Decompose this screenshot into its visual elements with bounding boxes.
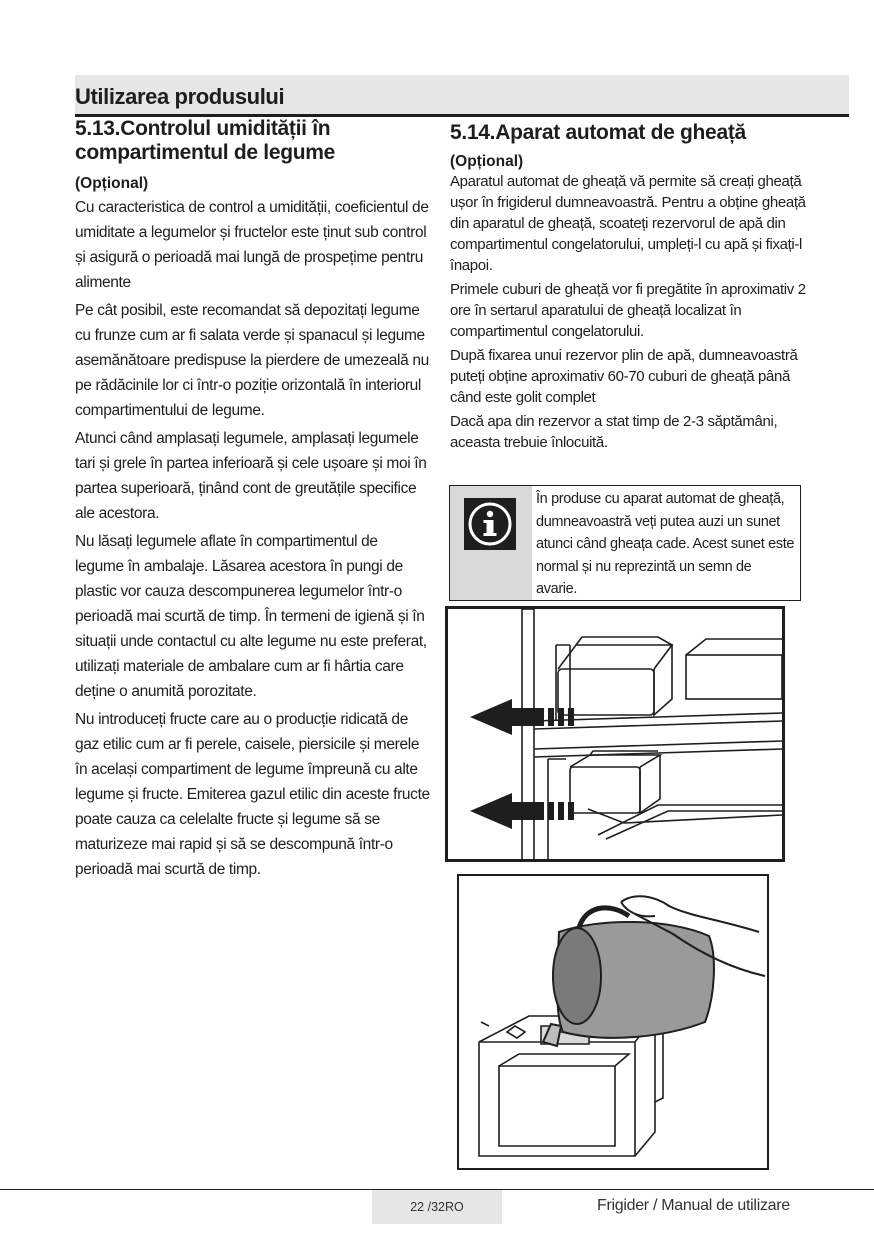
humidity-paragraph-5: Nu introduceți fructe care au o producție ridicată de gaz etilic cum ar fi perele, caisele, piersicile și merele în același compartiment de legume împreună cu alte legume și fructe. Emiterea gazul etilic din aceste fructe poate cauza ca celelalte fructe și legume să se maturizeze mai rapid și să se descompună într-o perioadă mai scurtă de timp. [75,711,430,878]
info-note-text: În produse cu aparat automat de gheață, dumneavoastră veți putea auzi un sunet atunci când gheața cade. Acest sunet este normal și nu reprezintă un semn de avarie. [536,491,795,597]
humidity-paragraph-1: Cu caracteristica de control a umidității, coeficientul de umiditate a legumelor și fructelor este ținut sub control și asigură o perioadă mai lungă de prospețime pentru alimente [75,199,429,291]
footer-manual-title: Frigider / Manual de utilizare [597,1197,790,1214]
humidity-paragraph-4: Nu lăsați legumele aflate în compartimentul de legume în ambalaje. Lăsarea acestora în pungi de plastic vor cauza descompunerea legumelor într-o perioadă mai scurtă de timp. În termeni de igienă și în situații unde contactul cu alte legume nu este preferat, utilizați materiale de ambalare cum ar fi hârtia care deține o anumită porozitate. [75,533,427,700]
humidity-paragraph-3: Atunci când amplasați legumele, amplasați legumele tari și grele în partea inferioară și cele ușoare și moi în partea superioară, ținând cont de greutățile specifice ale acestora. [75,430,427,522]
water-tank-removal-illustration [445,606,785,862]
info-icon [464,498,516,550]
humidity-control-heading: 5.13.Controlul umidității în compartimentul de legume [75,117,336,164]
icemaker-paragraph-3: După fixarea unui rezervor plin de apă, dumneavoastră puteți obține aproximativ 60-70 cuburi de gheață până când este golit complet [450,347,798,406]
icemaker-paragraph-1: Aparatul automat de gheață vă permite să creați gheață ușor în frigiderul dumneavoastră. Pentru a obține gheață din aparatul de gheață, scoateți rezervorul de apă din compartimentul congelatorului, umpleți-l cu apă și fixați-l înapoi. [450,173,806,274]
info-note-icon-cell [450,486,532,600]
left-column [75,117,430,885]
water-tank-filling-illustration [457,874,769,1170]
section-title: Utilizarea produsului [75,84,285,109]
info-note-box [449,485,801,601]
icemaker-paragraph-4: Dacă apa din rezervor a stat timp de 2-3 săptămâni, aceasta trebuie înlocuită. [450,413,778,451]
icemaker-optional-label: (Opțional) [450,153,524,170]
icemaker-heading: 5.14.Aparat automat de gheață [450,121,746,144]
humidity-optional-label: (Opțional) [75,175,149,192]
humidity-paragraph-2: Pe cât posibil, este recomandat să depozitați legume cu frunze cum ar fi salata verde și spanacul și legume asemănătoare predispuse la pierdere de umezeală nu pe rădăcinile lor ci într-o poziție orizontală în interiorul compartimentului de legume. [75,302,429,419]
icemaker-paragraph-2: Primele cuburi de gheață vor fi pregătite în aproximativ 2 ore în sertarul aparatului de gheață localizat în compartimentul congelatorului. [450,281,806,340]
page-number: 22 /32RO [372,1190,502,1224]
right-column [450,117,810,456]
